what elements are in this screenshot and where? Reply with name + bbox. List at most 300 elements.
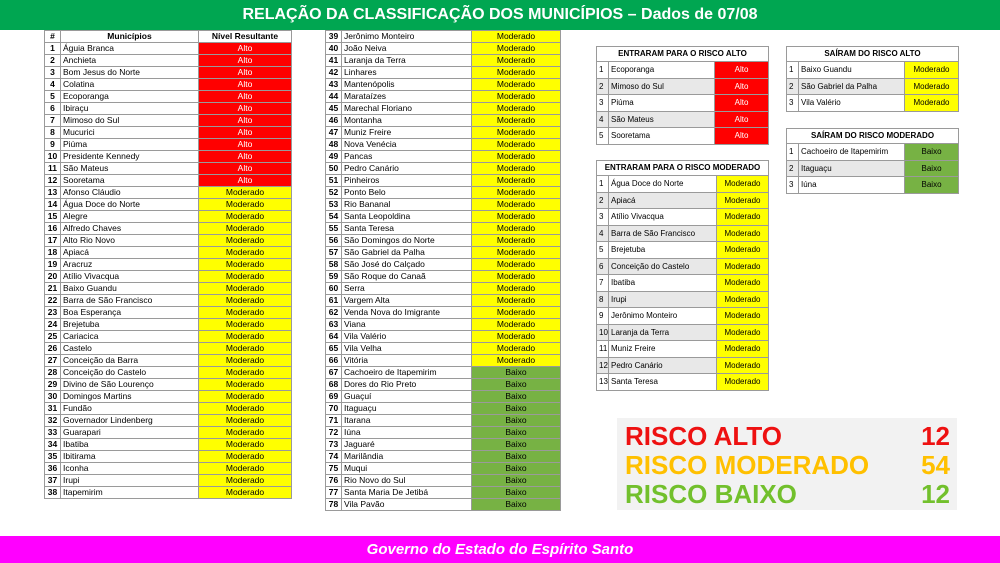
table-row: [326, 319, 561, 331]
table-row: [326, 235, 561, 247]
level-badge: Baixo: [905, 177, 959, 194]
row-number: 57: [326, 247, 342, 259]
municipality-name: Cachoeiro de Itapemirim: [799, 144, 905, 161]
municipality-name: Vila Velha: [342, 343, 472, 355]
municipalities-table-left: [44, 30, 292, 499]
table-row: [326, 151, 561, 163]
table-row: [45, 403, 292, 415]
level-badge: Moderado: [472, 43, 561, 55]
row-number: 10: [45, 151, 61, 163]
row-number: 59: [326, 271, 342, 283]
row-number: 22: [45, 295, 61, 307]
level-badge: Moderado: [199, 211, 292, 223]
municipality-name: Ibatiba: [61, 439, 199, 451]
municipality-name: Anchieta: [61, 55, 199, 67]
table-row: [326, 463, 561, 475]
municipality-name: Irupi: [609, 291, 717, 308]
municipality-name: São Mateus: [609, 111, 715, 128]
row-number: 48: [326, 139, 342, 151]
row-number: 43: [326, 79, 342, 91]
table-row: [326, 355, 561, 367]
municipality-name: Ponto Belo: [342, 187, 472, 199]
level-badge: Moderado: [717, 374, 769, 391]
municipality-name: Vila Valério: [342, 331, 472, 343]
municipality-name: Sooretama: [61, 175, 199, 187]
list-item: [787, 95, 959, 112]
level-badge: Alto: [715, 62, 769, 79]
table-row: [326, 379, 561, 391]
list-item: [597, 308, 769, 325]
row-number: 4: [45, 79, 61, 91]
level-badge: Alto: [199, 151, 292, 163]
municipality-name: Domingos Martins: [61, 391, 199, 403]
item-number: 3: [787, 177, 799, 194]
level-badge: Baixo: [472, 427, 561, 439]
list-item: [597, 374, 769, 391]
row-number: 23: [45, 307, 61, 319]
level-badge: Moderado: [472, 31, 561, 43]
municipality-name: Rio Novo do Sul: [342, 475, 472, 487]
item-number: 1: [597, 176, 609, 193]
level-badge: Baixo: [472, 439, 561, 451]
municipality-name: Laranja da Terra: [609, 324, 717, 341]
level-badge: Moderado: [199, 259, 292, 271]
level-badge: Alto: [199, 175, 292, 187]
level-badge: Moderado: [472, 151, 561, 163]
header-nivel: Nível Resultante: [199, 31, 292, 43]
level-badge: Alto: [199, 127, 292, 139]
level-badge: Baixo: [472, 499, 561, 511]
level-badge: Moderado: [717, 258, 769, 275]
table-row: [326, 343, 561, 355]
level-badge: Moderado: [472, 319, 561, 331]
row-number: 3: [45, 67, 61, 79]
municipality-name: Barra de São Francisco: [61, 295, 199, 307]
item-number: 1: [787, 62, 799, 79]
level-badge: Moderado: [472, 175, 561, 187]
level-badge: Baixo: [472, 367, 561, 379]
municipality-name: Governador Lindenberg: [61, 415, 199, 427]
level-badge: Moderado: [717, 357, 769, 374]
municipality-name: João Neiva: [342, 43, 472, 55]
level-badge: Alto: [199, 43, 292, 55]
municipality-name: Itapemirim: [61, 487, 199, 499]
table-row: [45, 427, 292, 439]
municipality-name: Muqui: [342, 463, 472, 475]
row-number: 1: [45, 43, 61, 55]
list-item: [787, 62, 959, 79]
page-footer: [0, 536, 1000, 563]
table-row: [45, 283, 292, 295]
table-row: [45, 331, 292, 343]
municipality-name: Alfredo Chaves: [61, 223, 199, 235]
row-number: 47: [326, 127, 342, 139]
municipality-name: Mimoso do Sul: [61, 115, 199, 127]
municipality-name: Laranja da Terra: [342, 55, 472, 67]
level-badge: Alto: [715, 95, 769, 112]
summary-moderado-row: [625, 451, 950, 479]
list-item: [597, 128, 769, 145]
level-badge: Alto: [199, 67, 292, 79]
municipality-name: São Mateus: [61, 163, 199, 175]
table-row: [45, 475, 292, 487]
row-number: 46: [326, 115, 342, 127]
table-row: [45, 259, 292, 271]
row-number: 6: [45, 103, 61, 115]
table-row: [326, 43, 561, 55]
table-row: [326, 127, 561, 139]
level-badge: Moderado: [905, 62, 959, 79]
municipality-name: Pancas: [342, 151, 472, 163]
list-item: [597, 95, 769, 112]
row-number: 33: [45, 427, 61, 439]
level-badge: Alto: [199, 139, 292, 151]
level-badge: Moderado: [717, 324, 769, 341]
risk-summary-panel: [617, 418, 957, 510]
row-number: 38: [45, 487, 61, 499]
list-item: [597, 209, 769, 226]
level-badge: Moderado: [717, 192, 769, 209]
level-badge: Moderado: [199, 463, 292, 475]
table-row: [326, 439, 561, 451]
table-row: [45, 391, 292, 403]
summary-moderado-value: 54: [921, 450, 950, 480]
row-number: 13: [45, 187, 61, 199]
row-number: 24: [45, 319, 61, 331]
row-number: 64: [326, 331, 342, 343]
row-number: 69: [326, 391, 342, 403]
municipality-name: Iconha: [61, 463, 199, 475]
table-row: [45, 247, 292, 259]
municipality-name: Sooretama: [609, 128, 715, 145]
list-item: [597, 324, 769, 341]
row-number: 45: [326, 103, 342, 115]
level-badge: Moderado: [199, 415, 292, 427]
row-number: 54: [326, 211, 342, 223]
sairam-moderado-title: SAÍRAM DO RISCO MODERADO: [787, 129, 959, 144]
table-row: [45, 175, 292, 187]
municipality-name: Serra: [342, 283, 472, 295]
municipality-name: Água Doce do Norte: [61, 199, 199, 211]
table-row: [326, 283, 561, 295]
table-row: [326, 247, 561, 259]
sairam-alto-table: [786, 46, 959, 112]
level-badge: Moderado: [199, 427, 292, 439]
municipality-name: Castelo: [61, 343, 199, 355]
table-row: [326, 55, 561, 67]
list-item: [597, 176, 769, 193]
table-row: [45, 91, 292, 103]
level-badge: Alto: [199, 79, 292, 91]
municipality-name: Brejetuba: [609, 242, 717, 259]
item-number: 5: [597, 128, 609, 145]
level-badge: Moderado: [199, 187, 292, 199]
table-row: [326, 271, 561, 283]
level-badge: Moderado: [472, 211, 561, 223]
municipality-name: Santa Maria De Jetibá: [342, 487, 472, 499]
municipality-name: Vila Pavão: [342, 499, 472, 511]
table-row: [45, 199, 292, 211]
row-number: 15: [45, 211, 61, 223]
municipality-name: Nova Venécia: [342, 139, 472, 151]
summary-baixo-row: [625, 480, 950, 508]
row-number: 7: [45, 115, 61, 127]
table-row: [45, 103, 292, 115]
level-badge: Moderado: [199, 487, 292, 499]
row-number: 74: [326, 451, 342, 463]
municipality-name: Marechal Floriano: [342, 103, 472, 115]
level-badge: Moderado: [472, 79, 561, 91]
level-badge: Moderado: [199, 295, 292, 307]
level-badge: Moderado: [472, 223, 561, 235]
level-badge: Moderado: [905, 95, 959, 112]
row-number: 55: [326, 223, 342, 235]
municipality-name: Irupi: [61, 475, 199, 487]
item-number: 5: [597, 242, 609, 259]
level-badge: Moderado: [199, 319, 292, 331]
table-row: [45, 295, 292, 307]
page-title: RELAÇÃO DA CLASSIFICAÇÃO DOS MUNICÍPIOS – Dados de 07/08: [242, 6, 758, 23]
header-num: #: [45, 31, 61, 43]
level-badge: Moderado: [472, 103, 561, 115]
row-number: 76: [326, 475, 342, 487]
table-body-right: [326, 31, 561, 511]
list-item: [787, 144, 959, 161]
row-number: 68: [326, 379, 342, 391]
row-number: 9: [45, 139, 61, 151]
municipality-name: Santa Leopoldina: [342, 211, 472, 223]
level-badge: Moderado: [472, 247, 561, 259]
item-number: 7: [597, 275, 609, 292]
level-badge: Moderado: [472, 91, 561, 103]
table-row: [326, 187, 561, 199]
summary-moderado-label: RISCO MODERADO: [625, 450, 870, 480]
municipality-name: Conceição do Castelo: [61, 367, 199, 379]
level-badge: Moderado: [472, 199, 561, 211]
row-number: 27: [45, 355, 61, 367]
row-number: 58: [326, 259, 342, 271]
row-number: 42: [326, 67, 342, 79]
level-badge: Moderado: [717, 341, 769, 358]
level-badge: Moderado: [199, 307, 292, 319]
item-number: 10: [597, 324, 609, 341]
list-item: [597, 258, 769, 275]
table-row: [326, 367, 561, 379]
municipality-name: Guarapari: [61, 427, 199, 439]
row-number: 35: [45, 451, 61, 463]
item-number: 3: [597, 209, 609, 226]
table-row: [45, 79, 292, 91]
municipality-name: Mimoso do Sul: [609, 78, 715, 95]
level-badge: Moderado: [199, 235, 292, 247]
level-badge: Baixo: [472, 415, 561, 427]
row-number: 77: [326, 487, 342, 499]
row-number: 37: [45, 475, 61, 487]
level-badge: Moderado: [199, 391, 292, 403]
level-badge: Moderado: [199, 343, 292, 355]
table-row: [45, 187, 292, 199]
municipality-name: Guaçuí: [342, 391, 472, 403]
row-number: 63: [326, 319, 342, 331]
municipality-name: Vargem Alta: [342, 295, 472, 307]
municipality-name: Pinheiros: [342, 175, 472, 187]
municipality-name: Divino de São Lourenço: [61, 379, 199, 391]
municipality-name: Ecoporanga: [61, 91, 199, 103]
municipality-name: Montanha: [342, 115, 472, 127]
municipality-name: Itaguaçu: [799, 160, 905, 177]
table-row: [326, 199, 561, 211]
row-number: 44: [326, 91, 342, 103]
level-badge: Moderado: [472, 115, 561, 127]
row-number: 17: [45, 235, 61, 247]
item-number: 12: [597, 357, 609, 374]
list-item: [597, 78, 769, 95]
level-badge: Baixo: [472, 391, 561, 403]
municipality-name: Conceição da Barra: [61, 355, 199, 367]
row-number: 70: [326, 403, 342, 415]
table-row: [326, 139, 561, 151]
item-number: 1: [787, 144, 799, 161]
municipality-name: Mantenópolis: [342, 79, 472, 91]
table-row: [326, 67, 561, 79]
list-item: [787, 78, 959, 95]
table-row: [326, 499, 561, 511]
table-row: [45, 211, 292, 223]
municipality-name: Atílio Vivacqua: [61, 271, 199, 283]
item-number: 3: [787, 95, 799, 112]
level-badge: Moderado: [199, 331, 292, 343]
level-badge: Moderado: [472, 331, 561, 343]
row-number: 52: [326, 187, 342, 199]
item-number: 4: [597, 225, 609, 242]
row-number: 49: [326, 151, 342, 163]
table-row: [45, 451, 292, 463]
table-row: [45, 43, 292, 55]
level-badge: Moderado: [199, 271, 292, 283]
level-badge: Moderado: [472, 259, 561, 271]
municipality-name: Baixo Guandu: [799, 62, 905, 79]
level-badge: Moderado: [472, 283, 561, 295]
table-row: [45, 343, 292, 355]
item-number: 4: [597, 111, 609, 128]
level-badge: Moderado: [199, 379, 292, 391]
item-number: 8: [597, 291, 609, 308]
table-row: [326, 415, 561, 427]
table-row: [326, 163, 561, 175]
municipality-name: Bom Jesus do Norte: [61, 67, 199, 79]
row-number: 40: [326, 43, 342, 55]
level-badge: Alto: [199, 163, 292, 175]
municipality-name: São José do Calçado: [342, 259, 472, 271]
table-row: [45, 139, 292, 151]
municipality-name: Venda Nova do Imigrante: [342, 307, 472, 319]
level-badge: Alto: [715, 111, 769, 128]
item-number: 9: [597, 308, 609, 325]
municipality-name: Dores do Rio Preto: [342, 379, 472, 391]
level-badge: Moderado: [199, 199, 292, 211]
municipality-name: Apiacá: [61, 247, 199, 259]
municipality-name: Iúna: [342, 427, 472, 439]
table-row: [326, 103, 561, 115]
municipality-name: Baixo Guandu: [61, 283, 199, 295]
municipality-name: Pedro Canário: [609, 357, 717, 374]
municipality-name: Água Doce do Norte: [609, 176, 717, 193]
municipality-name: São Gabriel da Palha: [342, 247, 472, 259]
row-number: 73: [326, 439, 342, 451]
row-number: 21: [45, 283, 61, 295]
row-number: 8: [45, 127, 61, 139]
municipality-name: Muniz Freire: [342, 127, 472, 139]
table-row: [326, 211, 561, 223]
level-badge: Moderado: [472, 139, 561, 151]
municipality-name: Jaguaré: [342, 439, 472, 451]
row-number: 56: [326, 235, 342, 247]
municipality-name: Iúna: [799, 177, 905, 194]
row-number: 16: [45, 223, 61, 235]
table-row: [45, 367, 292, 379]
header-municipio: Municípios: [61, 31, 199, 43]
entraram-alto-title: ENTRARAM PARA O RISCO ALTO: [597, 47, 769, 62]
level-badge: Moderado: [717, 242, 769, 259]
table-row: [45, 319, 292, 331]
list-item: [597, 62, 769, 79]
table-row: [45, 151, 292, 163]
level-badge: Baixo: [472, 379, 561, 391]
level-badge: Alto: [715, 78, 769, 95]
level-badge: Moderado: [199, 223, 292, 235]
municipality-name: Jerônimo Monteiro: [342, 31, 472, 43]
table-row: [45, 223, 292, 235]
municipality-name: Mucurici: [61, 127, 199, 139]
item-number: 2: [787, 160, 799, 177]
item-number: 3: [597, 95, 609, 112]
list-item: [787, 177, 959, 194]
row-number: 26: [45, 343, 61, 355]
municipality-name: Alto Rio Novo: [61, 235, 199, 247]
row-number: 65: [326, 343, 342, 355]
level-badge: Moderado: [717, 275, 769, 292]
row-number: 50: [326, 163, 342, 175]
level-badge: Baixo: [905, 160, 959, 177]
table-row: [326, 427, 561, 439]
level-badge: Moderado: [472, 55, 561, 67]
municipality-name: Ibiraçu: [61, 103, 199, 115]
table-row: [326, 79, 561, 91]
row-number: 66: [326, 355, 342, 367]
municipality-name: Linhares: [342, 67, 472, 79]
table-row: [45, 463, 292, 475]
table-row: [45, 115, 292, 127]
municipality-name: Presidente Kennedy: [61, 151, 199, 163]
level-badge: Moderado: [199, 355, 292, 367]
entraram-moderado-table: [596, 160, 769, 391]
level-badge: Moderado: [717, 225, 769, 242]
table-row: [45, 163, 292, 175]
sairam-moderado-table: [786, 128, 959, 194]
summary-baixo-value: 12: [921, 479, 950, 509]
row-number: 75: [326, 463, 342, 475]
table-row: [45, 439, 292, 451]
level-badge: Moderado: [472, 163, 561, 175]
level-badge: Moderado: [472, 271, 561, 283]
municipality-name: Cachoeiro de Itapemirim: [342, 367, 472, 379]
list-item: [597, 341, 769, 358]
municipality-name: Ecoporanga: [609, 62, 715, 79]
row-number: 28: [45, 367, 61, 379]
item-number: 2: [787, 78, 799, 95]
row-number: 41: [326, 55, 342, 67]
table-row: [45, 235, 292, 247]
